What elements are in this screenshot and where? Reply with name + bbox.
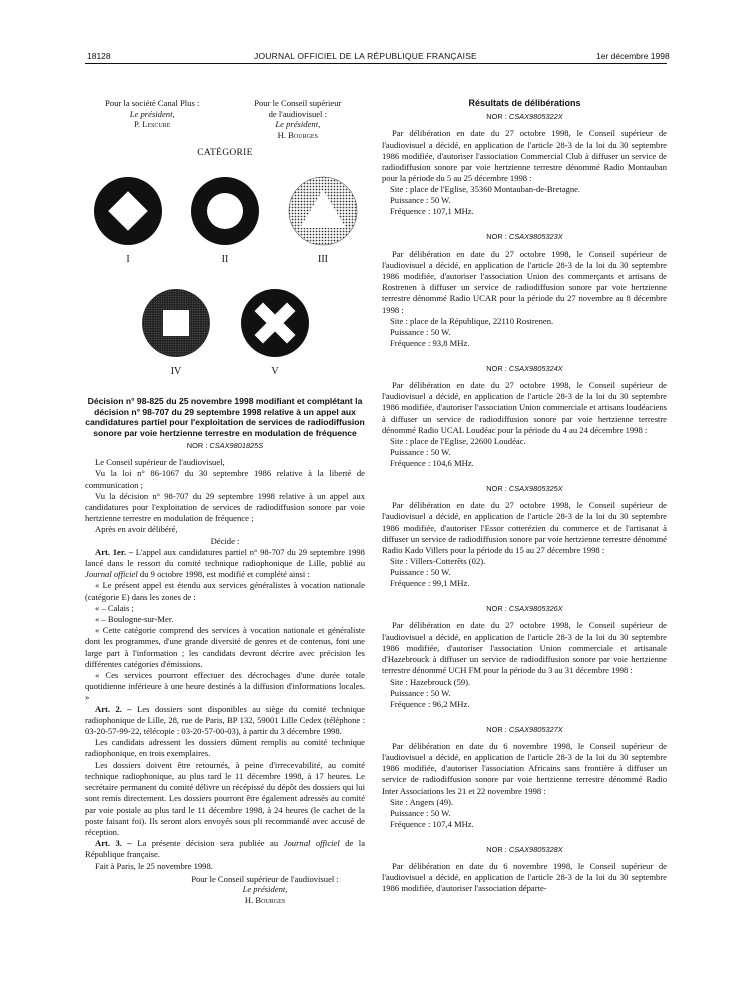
- category-symbol-3: III: [288, 176, 358, 265]
- quote-5: « Ces services pourront effectuer des décrochages d'une durée totale quotidienne inférieure à une heure destinés à la diffusion d'informations locales. »: [85, 670, 365, 703]
- square-in-circle-icon: [141, 288, 211, 358]
- quote-2: « – Calais ;: [95, 602, 134, 613]
- left-column: [85, 98, 365, 159]
- done-at: Fait à Paris, le 25 novembre 1998.: [95, 860, 213, 871]
- category-symbol-5: V: [240, 288, 310, 377]
- results-title: Résultats de délibérations: [468, 98, 581, 108]
- right-column: [382, 98, 667, 895]
- decision-section: [85, 396, 365, 905]
- header-rule: [85, 63, 667, 64]
- decision-nor: NOR : CSAX9801825S: [186, 441, 264, 450]
- signature-csa: Pour le Conseil supérieur de l'audiovisuel : Le président, H. Bourges: [254, 98, 342, 140]
- article-2-para-2: Les dossiers doivent être retournés, à peine d'irrecevabilité, au comité technique radiophonique, au plus tard le 11 décembre 1998, à 17 heures. Le secrétaire permanent du comité délivre un récépissé du dépôt des dossiers qui lui sont remis directement. Les dossiers pourront être également adressés au comité par voie postale au plus tard le 11 décembre 1998, à 24 heures (le cachet de la poste faisant foi). Ils seront alors envoyés sous pli recommandé avec accusé de réception.: [85, 759, 365, 837]
- deliberation-entry: NOR : CSAX9805326X Par délibération en date du 27 octobre 1998, le Conseil supérieur de l'audiovisuel a décidé, en application de l'article 28-3 de la loi du 30 septembre 1986 modifiée, d'autoriser l'association Union commerciale et artisanale d'Hazebrouck à diffuser un service de radiodiffusion sonore par voie hertzienne terrestre dénommé UCH FM pour la période du 3 au 31 décembre 1998 : Site : Hazebrouck (59). Puissance : 50 W. Fréquence : 96,2 MHz.: [382, 604, 667, 709]
- decision-title: Décision n° 98-825 du 25 novembre 1998 modifiant et complétant la décision n° 98-707 du 29 septembre 1998 relative à un appel aux candidatures partiel pour l'exploitation de services de radiodiffusion sonore par voie hertzienne terrestre en modulation de fréquence: [85, 396, 365, 438]
- cross-in-circle-icon: [240, 288, 310, 358]
- ring-icon: [190, 176, 260, 246]
- deliberation-entry: NOR : CSAX9805322X Par délibération en date du 27 octobre 1998, le Conseil supérieur de l'audiovisuel a décidé, en application de l'article 28-3 de la loi du 30 septembre 1986 modifiée, d'autoriser l'association Commercial Club à diffuser un service de radiodiffusion sonore par voie hertzienne terrestre dénommé Radio Montauban pour la période du 5 au 25 décembre 1998 : Site : place de l'Eglise, 35360 Montauban-de-Bretagne. Puissance : 50 W. Fréquence : 107,1 MHz.: [382, 112, 667, 217]
- quote-4: « Cette catégorie comprend des services à vocation nationale et généraliste dont les programmes, d'une grande diversité de genres et de contenus, font une large part à l'information ; les candidats devront décrire avec précision les différentes catégories d'émissions.: [85, 625, 365, 669]
- preamble-1: Le Conseil supérieur de l'audiovisuel,: [95, 457, 225, 468]
- diamond-in-circle-icon: [93, 176, 163, 246]
- article-2: Art. 2. – Les dossiers sont disponibles au siège du comité technique radiophonique de Lille, 28, rue de Paris, BP 132, 59001 Lille Cedex (téléphone : 03-20-57-99-22, télécopie : 03-20-57-00-03), à partir du 3 décembre 1998.: [85, 703, 365, 737]
- article-1: Art. 1er. – L'appel aux candidatures partiel n° 98-707 du 29 septembre 1998 lancé dans le ressort du comité technique radiophonique de Lille, publié au Journal officiel du 9 octobre 1998, est modifié et complété ainsi :: [85, 546, 365, 580]
- triangle-in-dotted-circle-icon: [288, 176, 358, 246]
- preamble-4: Après en avoir délibéré,: [95, 524, 178, 535]
- final-signature: Pour le Conseil supérieur de l'audiovisuel : Le président, H. Bourges: [191, 873, 339, 905]
- category-symbol-2: II: [190, 176, 260, 265]
- signature-canal-plus: Pour la société Canal Plus : Le président, P. Lescure: [105, 98, 200, 129]
- journal-title: JOURNAL OFFICIEL DE LA RÉPUBLIQUE FRANÇAISE: [254, 51, 477, 61]
- signature-block: [85, 98, 365, 140]
- quote-1: « Le présent appel est étendu aux services généralistes à vocation nationale (catégorie E) dans les zones de :: [85, 580, 365, 602]
- issue-date: 1er décembre 1998: [596, 51, 670, 61]
- deliberation-entry: NOR : CSAX9805327X Par délibération en date du 6 novembre 1998, le Conseil supérieur de l'audiovisuel a décidé, en application de l'article 28-3 de la loi du 30 septembre 1986 modifiée, d'autoriser l'association Africains sans frontière à diffuser un service de radiodiffusion sonore par voie hertzienne terrestre dénommé Radio Inter Associations les 21 et 22 novembre 1998 : Site : Angers (49). Puissance : 50 W. Fréquence : 107,4 MHz.: [382, 724, 667, 829]
- preamble-3: Vu la décision n° 98-707 du 29 septembre 1998 relative à un appel aux candidatures pour l'exploitation de services de radiodiffusion sonore par voie hertzienne terrestre en modulation de fréquence ;: [85, 490, 365, 524]
- quote-3: « – Boulogne-sur-Mer.: [95, 614, 174, 625]
- page-number: 18128: [87, 51, 111, 61]
- category-symbol-4: IV: [141, 288, 211, 377]
- article-2-para-1: Les candidats adressent les dossiers dûment remplis au comité technique radiophonique, en trois exemplaires.: [85, 737, 365, 759]
- deliberation-entry: NOR : CSAX9805325X Par délibération en date du 27 octobre 1998, le Conseil supérieur de l'audiovisuel a décidé, en application de l'article 28-3 de la loi du 30 septembre 1986 modifiée, d'autoriser l'Essor cotterézien du commerce et de l'artisanat à diffuser un service de radiodiffusion sonore par voie hertzienne terrestre dénommé Radio Kado Villers pour la période du 15 au 27 décembre 1998 : Site : Villers-Cotterêts (02). Puissance : 50 W. Fréquence : 99,1 MHz.: [382, 484, 667, 589]
- category-symbol-1: I: [93, 176, 163, 265]
- deliberation-entry: NOR : CSAX9805323X Par délibération en date du 27 octobre 1998, le Conseil supérieur de l'audiovisuel a décidé, en application de l'article 28-3 de la loi du 30 septembre 1986 modifiée, d'autoriser l'association Union des commerçants et artisans de Rostrenen à diffuser un service de radiodiffusion sonore par voie hertzienne terrestre dénommé Radio UCAR pour la période du 27 novembre au 8 décembre 1998 : Site : place de la République, 22110 Rostrenen. Puissance : 50 W. Fréquence : 93,8 MHz.: [382, 232, 667, 348]
- deliberation-entry: NOR : CSAX9805328X Par délibération en date du 6 novembre 1998, le Conseil supérieur de l'audiovisuel a décidé, en application de l'article 28-3 de la loi du 30 septembre 1986 modifiée, d'autoriser l'association départe-: [382, 844, 667, 894]
- deliberation-entry: NOR : CSAX9805324X Par délibération en date du 27 octobre 1998, le Conseil supérieur de l'audiovisuel a décidé, en application de l'article 28-3 de la loi du 30 septembre 1986 modifiée, d'autoriser l'association Union commerciale et artisans loudéaciens à diffuser un service de radiodiffusion sonore par voie hertzienne terrestre dénommé Radio UCAL Loudéac pour la période du 4 au 24 décembre 1998 : Site : place de l'Eglise, 22600 Loudéac. Puissance : 50 W. Fréquence : 104,6 MHz.: [382, 363, 667, 469]
- decide: Décide :: [210, 535, 240, 546]
- article-3: Art. 3. – La présente décision sera publiée au Journal officiel de la République française.: [85, 838, 366, 860]
- preamble-2: Vu la loi n° 86-1067 du 30 septembre 1986 relative à la liberté de communication ;: [85, 468, 365, 490]
- category-title: CATÉGORIE: [197, 148, 253, 158]
